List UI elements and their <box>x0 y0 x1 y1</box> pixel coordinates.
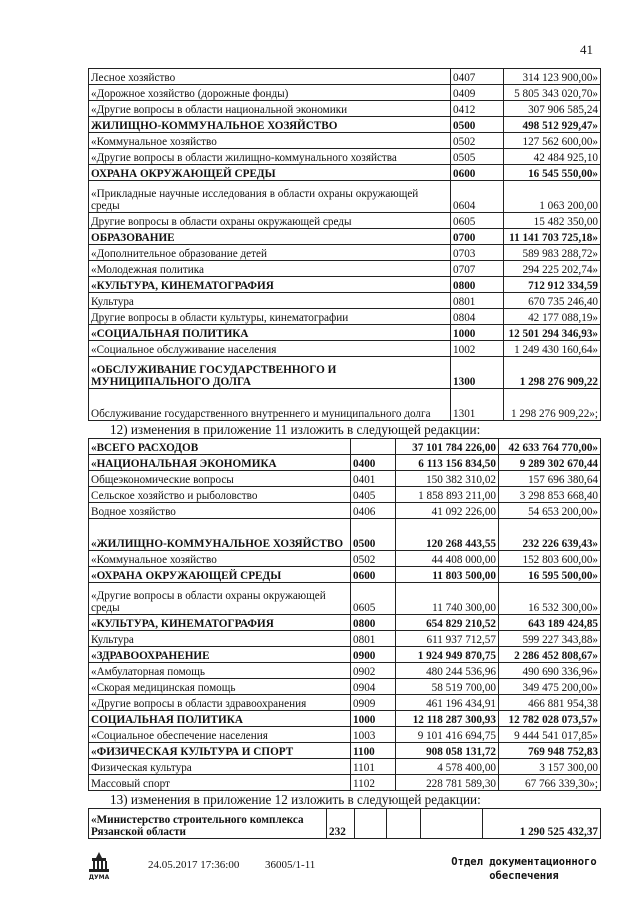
row-name: «Социальное обслуживание населения <box>89 341 451 357</box>
row-amount: 11 141 703 725,18» <box>504 229 601 245</box>
row-amount: 2 286 452 808,67» <box>499 647 601 663</box>
table-row <box>89 69 601 85</box>
row-code: 0902 <box>351 663 396 679</box>
row-code: 1100 <box>351 743 396 759</box>
table-row <box>89 133 601 149</box>
ministry-code: 232 <box>327 809 355 839</box>
row-amount: 54 653 200,00» <box>499 503 601 519</box>
row-name: «Другие вопросы в области здравоохранения <box>89 695 351 711</box>
table-row <box>89 647 601 663</box>
budget-table-appendix-12 <box>88 808 601 839</box>
row-amount: 466 881 954,38 <box>499 695 601 711</box>
table-row <box>89 101 601 117</box>
row-amount: 12 501 294 346,93» <box>504 325 601 341</box>
row-amount: 232 226 639,43» <box>499 519 601 551</box>
row-name: «Прикладные научные исследования в области охраны окружающей среды <box>89 181 451 213</box>
table-row <box>89 293 601 309</box>
row-name: «Другие вопросы в области жилищно-коммунального хозяйства <box>89 149 451 165</box>
row-code: 1300 <box>451 357 504 389</box>
budget-table-appendix-11 <box>88 438 601 791</box>
caption-appendix-11: 12) изменения в приложение 11 изложить в следующей редакции: <box>110 422 481 437</box>
row-amount: 1 298 276 909,22»; <box>504 389 601 421</box>
table-row <box>89 277 601 293</box>
row-code: 1003 <box>351 727 396 743</box>
table-row <box>89 503 601 519</box>
row-name: «Амбулаторная помощь <box>89 663 351 679</box>
row-name: Другие вопросы в области охраны окружающей среды <box>89 213 451 229</box>
row-code: 0405 <box>351 487 396 503</box>
page-number: 41 <box>580 42 593 57</box>
row-amount: 4 578 400,00 <box>396 759 499 775</box>
row-amount: 12 118 287 300,93 <box>396 711 499 727</box>
row-code: 1102 <box>351 775 396 791</box>
row-code: 0502 <box>351 551 396 567</box>
row-amount: 307 906 585,24 <box>504 101 601 117</box>
row-code: 0604 <box>451 181 504 213</box>
row-amount: 152 803 600,00» <box>499 551 601 567</box>
row-amount: 5 805 343 020,70» <box>504 85 601 101</box>
row-amount: 58 519 700,00 <box>396 679 499 695</box>
row-code: 0600 <box>451 165 504 181</box>
row-amount: 1 298 276 909,22 <box>504 357 601 389</box>
row-name: «ЖИЛИЩНО-КОММУНАЛЬНОЕ ХОЗЯЙСТВО <box>89 519 351 551</box>
row-name: «КУЛЬТУРА, КИНЕМАТОГРАФИЯ <box>89 615 351 631</box>
row-amount: 643 189 424,85 <box>499 615 601 631</box>
row-name: «Другие вопросы в области охраны окружающей среды <box>89 583 351 615</box>
row-amount: 67 766 339,30»; <box>499 775 601 791</box>
table-row <box>89 181 601 213</box>
row-code: 0605 <box>451 213 504 229</box>
table-row <box>89 809 601 839</box>
row-code: 0900 <box>351 647 396 663</box>
row-amount: 16 532 300,00» <box>499 583 601 615</box>
ministry-name: «Министерство строительного комплекса Рязанской области <box>89 809 327 839</box>
row-name: Культура <box>89 293 451 309</box>
empty-cell <box>387 809 421 839</box>
row-name: ОБРАЗОВАНИЕ <box>89 229 451 245</box>
row-amount: 120 268 443,55 <box>396 519 499 551</box>
row-code: 0801 <box>351 631 396 647</box>
row-code: 1000 <box>351 711 396 727</box>
row-name: «Скорая медицинская помощь <box>89 679 351 695</box>
row-name: «Молодежная политика <box>89 261 451 277</box>
table-row <box>89 261 601 277</box>
row-amount: 9 101 416 694,75 <box>396 727 499 743</box>
row-name: «НАЦИОНАЛЬНАЯ ЭКОНОМИКА <box>89 455 351 471</box>
row-amount: 157 696 380,64 <box>499 471 601 487</box>
row-amount: 16 545 550,00» <box>504 165 601 181</box>
row-name: «ФИЗИЧЕСКАЯ КУЛЬТУРА И СПОРТ <box>89 743 351 759</box>
row-amount: 589 983 288,72» <box>504 245 601 261</box>
row-amount: 490 690 336,96» <box>499 663 601 679</box>
table-row <box>89 615 601 631</box>
row-amount: 461 196 434,91 <box>396 695 499 711</box>
duma-logo-icon <box>86 850 112 880</box>
row-code: 1000 <box>451 325 504 341</box>
footer-date: 24.05.2017 17:36:00 <box>148 859 240 871</box>
footer-department: Отдел документационного обеспечения <box>451 856 597 882</box>
table-row <box>89 519 601 551</box>
footer-doc-number: 36005/1-11 <box>265 859 316 871</box>
row-amount: 42 484 925,10 <box>504 149 601 165</box>
row-amount: 228 781 589,30 <box>396 775 499 791</box>
row-name: «Коммунальное хозяйство <box>89 133 451 149</box>
row-amount: 599 227 343,88» <box>499 631 601 647</box>
row-name: СОЦИАЛЬНАЯ ПОЛИТИКА <box>89 711 351 727</box>
table-row <box>89 229 601 245</box>
row-code: 0600 <box>351 567 396 583</box>
row-name: «ВСЕГО РАСХОДОВ <box>89 439 351 455</box>
table-row <box>89 325 601 341</box>
table-row <box>89 149 601 165</box>
row-amount: 769 948 752,83 <box>499 743 601 759</box>
row-name: «Дополнительное образование детей <box>89 245 451 261</box>
row-name: «Дорожное хозяйство (дорожные фонды) <box>89 85 451 101</box>
row-name: ЖИЛИЩНО-КОММУНАЛЬНОЕ ХОЗЯЙСТВО <box>89 117 451 133</box>
table-row <box>89 85 601 101</box>
table-row <box>89 695 601 711</box>
row-amount: 908 058 131,72 <box>396 743 499 759</box>
row-code: 0703 <box>451 245 504 261</box>
row-code: 0505 <box>451 149 504 165</box>
row-amount: 314 123 900,00» <box>504 69 601 85</box>
empty-cell <box>355 809 387 839</box>
table-row <box>89 165 601 181</box>
row-amount: 37 101 784 226,00 <box>396 439 499 455</box>
row-code: 0804 <box>451 309 504 325</box>
row-code: 0400 <box>351 455 396 471</box>
row-amount: 42 633 764 770,00» <box>499 439 601 455</box>
row-amount: 654 829 210,52 <box>396 615 499 631</box>
table-row <box>89 679 601 695</box>
row-name: ОХРАНА ОКРУЖАЮЩЕЙ СРЕДЫ <box>89 165 451 181</box>
row-amount: 611 937 712,57 <box>396 631 499 647</box>
row-code: 0800 <box>451 277 504 293</box>
row-name: «ЗДРАВООХРАНЕНИЕ <box>89 647 351 663</box>
table-row <box>89 583 601 615</box>
row-amount: 15 482 350,00 <box>504 213 601 229</box>
table-row <box>89 341 601 357</box>
table-row <box>89 759 601 775</box>
row-amount: 1 924 949 870,75 <box>396 647 499 663</box>
row-code: 0800 <box>351 615 396 631</box>
row-code: 0500 <box>351 519 396 551</box>
row-name: Другие вопросы в области культуры, кинематографии <box>89 309 451 325</box>
row-name: Массовый спорт <box>89 775 351 791</box>
table-row <box>89 245 601 261</box>
row-amount: 480 244 536,96 <box>396 663 499 679</box>
row-code: 0502 <box>451 133 504 149</box>
row-code: 0909 <box>351 695 396 711</box>
row-name: «КУЛЬТУРА, КИНЕМАТОГРАФИЯ <box>89 277 451 293</box>
row-amount: 127 562 600,00» <box>504 133 601 149</box>
row-name: Лесное хозяйство <box>89 69 451 85</box>
table-row <box>89 117 601 133</box>
table-row <box>89 711 601 727</box>
row-amount: 6 113 156 834,50 <box>396 455 499 471</box>
table-row <box>89 487 601 503</box>
row-amount: 1 858 893 211,00 <box>396 487 499 503</box>
row-name: Общеэкономические вопросы <box>89 471 351 487</box>
row-name: Обслуживание государственного внутреннего и муниципального долга <box>89 389 451 421</box>
logo-text: ДУМА <box>88 874 110 880</box>
row-amount: 11 803 500,00 <box>396 567 499 583</box>
row-amount: 44 408 000,00 <box>396 551 499 567</box>
table-row <box>89 775 601 791</box>
row-amount: 11 740 300,00 <box>396 583 499 615</box>
caption-appendix-12: 13) изменения в приложение 12 изложить в следующей редакции: <box>110 792 481 807</box>
row-code: 0409 <box>451 85 504 101</box>
row-amount: 294 225 202,74» <box>504 261 601 277</box>
row-code: 0407 <box>451 69 504 85</box>
table-row <box>89 389 601 421</box>
row-name: «Коммунальное хозяйство <box>89 551 351 567</box>
table-row <box>89 309 601 325</box>
row-code: 0707 <box>451 261 504 277</box>
table-row <box>89 471 601 487</box>
table-row <box>89 439 601 455</box>
table-row <box>89 631 601 647</box>
row-amount: 3 157 300,00 <box>499 759 601 775</box>
row-amount: 12 782 028 073,57» <box>499 711 601 727</box>
row-name: «ОБСЛУЖИВАНИЕ ГОСУДАРСТВЕННОГО И МУНИЦИПАЛЬНОГО ДОЛГА <box>89 357 451 389</box>
row-code: 0605 <box>351 583 396 615</box>
table-row <box>89 213 601 229</box>
row-amount: 498 512 929,47» <box>504 117 601 133</box>
row-code: 1002 <box>451 341 504 357</box>
row-amount: 3 298 853 668,40 <box>499 487 601 503</box>
table-row <box>89 455 601 471</box>
row-name: Сельское хозяйство и рыболовство <box>89 487 351 503</box>
row-name: Физическая культура <box>89 759 351 775</box>
budget-table-sections <box>88 68 601 421</box>
row-amount: 9 444 541 017,85» <box>499 727 601 743</box>
row-name: Культура <box>89 631 351 647</box>
row-code <box>351 439 396 455</box>
row-code: 1101 <box>351 759 396 775</box>
row-name: Водное хозяйство <box>89 503 351 519</box>
row-code: 0412 <box>451 101 504 117</box>
row-amount: 42 177 088,19» <box>504 309 601 325</box>
ministry-amount: 1 290 525 432,37 <box>483 809 601 839</box>
row-code: 0500 <box>451 117 504 133</box>
row-amount: 670 735 246,40 <box>504 293 601 309</box>
row-amount: 16 595 500,00» <box>499 567 601 583</box>
row-amount: 9 289 302 670,44 <box>499 455 601 471</box>
row-name: «Социальное обеспечение населения <box>89 727 351 743</box>
row-code: 0801 <box>451 293 504 309</box>
row-amount: 712 912 334,59 <box>504 277 601 293</box>
row-code: 0406 <box>351 503 396 519</box>
row-amount: 150 382 310,02 <box>396 471 499 487</box>
row-code: 1301 <box>451 389 504 421</box>
table-row <box>89 743 601 759</box>
row-amount: 1 249 430 160,64» <box>504 341 601 357</box>
row-amount: 41 092 226,00 <box>396 503 499 519</box>
table-row <box>89 727 601 743</box>
table-row <box>89 551 601 567</box>
table-row <box>89 663 601 679</box>
row-name: «ОХРАНА ОКРУЖАЮЩЕЙ СРЕДЫ <box>89 567 351 583</box>
row-code: 0700 <box>451 229 504 245</box>
row-amount: 1 063 200,00 <box>504 181 601 213</box>
row-name: «Другие вопросы в области национальной экономики <box>89 101 451 117</box>
table-row <box>89 357 601 389</box>
table-row <box>89 567 601 583</box>
row-amount: 349 475 200,00» <box>499 679 601 695</box>
empty-cell <box>421 809 483 839</box>
row-code: 0904 <box>351 679 396 695</box>
row-code: 0401 <box>351 471 396 487</box>
row-name: «СОЦИАЛЬНАЯ ПОЛИТИКА <box>89 325 451 341</box>
